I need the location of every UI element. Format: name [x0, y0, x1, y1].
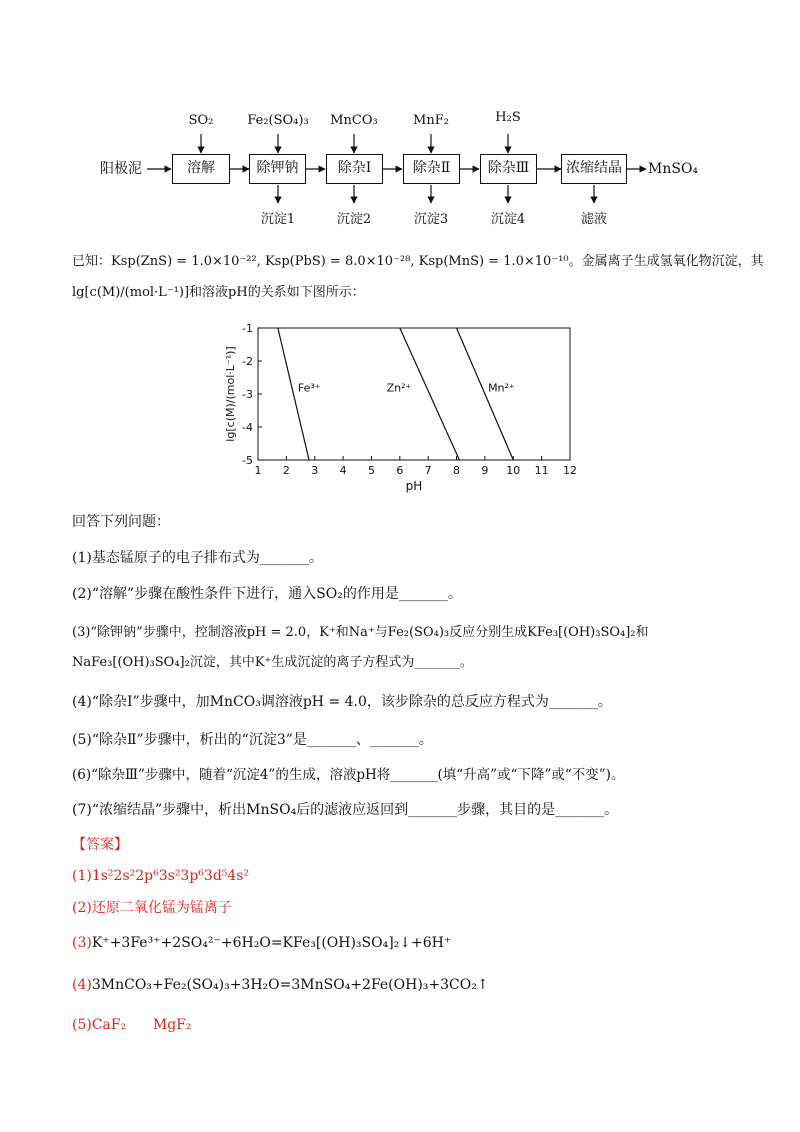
answer-4-label: (4): [72, 977, 92, 993]
answer-4: [72, 975, 489, 995]
reagent-label: H₂S: [495, 110, 521, 125]
answer-1: (1)1s²2s²2p⁶3s²3p⁶3d⁵4s²: [72, 868, 250, 884]
step-box-impurity-3: 除杂Ⅲ: [480, 154, 537, 184]
reagent-label: MnF₂: [413, 113, 449, 128]
y-tick-label: -5: [242, 454, 253, 467]
step-box-dissolve: 溶解: [172, 154, 230, 184]
x-tick-label: 1: [254, 464, 262, 477]
reagent-label: SO₂: [188, 113, 214, 128]
x-tick-label: 12: [563, 464, 577, 477]
known-line-2: lg[c(M)/(mol·L⁻¹)]和溶液pH的关系如下图所示：: [72, 285, 365, 300]
x-tick-label: 7: [424, 464, 432, 477]
step-box-impurity-1: 除杂Ⅰ: [326, 154, 383, 184]
x-tick-label: 3: [311, 464, 319, 477]
x-tick-label: 2: [282, 464, 290, 477]
x-tick-label: 9: [481, 464, 489, 477]
question-7: (7)“浓缩结晶”步骤中，析出MnSO₄后的滤液应返回到_______步骤，其目的是_______。: [72, 802, 619, 818]
x-tick-label: 8: [453, 464, 461, 477]
y-tick-label: -1: [242, 322, 253, 335]
series-label: Mn²⁺: [488, 381, 515, 395]
answer-5: (5)CaF₂ MgF₂: [72, 1017, 192, 1033]
question-2: (2)“溶解”步骤在酸性条件下进行，通入SO₂的作用是_______。: [72, 586, 462, 602]
y-tick-label: -2: [242, 355, 253, 368]
flow-input: 阳极泥: [100, 161, 142, 177]
flow-output: MnSO₄: [648, 161, 699, 177]
reagent-label: MnCO₃: [330, 113, 378, 128]
x-axis-label: pH: [405, 479, 423, 493]
y-axis-label: lg[c(M)/(mol·L⁻¹)]: [224, 346, 237, 442]
question-1: (1)基态锰原子的电子排布式为_______。: [72, 550, 323, 566]
answer-heading: 【答案】: [72, 837, 128, 853]
precipitation-chart: [220, 318, 590, 498]
x-tick-label: 5: [367, 464, 375, 477]
question-3-line-2: NaFe₃[(OH)₃SO₄]₂沉淀，其中K⁺生成沉淀的离子方程式为_______。: [72, 655, 473, 670]
answer-3: [72, 933, 451, 953]
y-tick-label: -3: [242, 388, 253, 401]
question-3-line-1: (3)“除钾钠”步骤中，控制溶液pH = 2.0，K⁺和Na⁺与Fe₂(SO₄)₃反应分别生成KFe₃[(OH)₃SO₄]₂和: [72, 625, 649, 640]
product-label: 沉淀3: [413, 212, 449, 227]
step-box-impurity-2: 除杂Ⅱ: [403, 154, 460, 184]
product-label: 滤液: [580, 212, 607, 227]
x-tick-label: 10: [506, 464, 521, 477]
answer-3-label: (3): [72, 935, 92, 951]
known-line-1: 已知：Ksp(ZnS) = 1.0×10⁻²², Ksp(PbS) = 8.0×10⁻²⁸, Ksp(MnS) = 1.0×10⁻¹⁰。金属离子生成氢氧化物沉淀，其: [72, 254, 764, 269]
question-4: (4)“除杂Ⅰ”步骤中，加MnCO₃调溶液pH = 4.0，该步除杂的总反应方程式为_______。: [72, 694, 612, 710]
flow-arrows: [0, 0, 800, 240]
question-5: (5)“除杂Ⅱ”步骤中，析出的“沉淀3”是_______、_______。: [72, 732, 433, 748]
y-tick-label: -4: [242, 421, 253, 434]
series-label: Zn²⁺: [386, 381, 412, 395]
series-label: Fe³⁺: [297, 381, 321, 395]
reagent-label: Fe₂(SO₄)₃: [247, 113, 309, 128]
answer-3-equation: K⁺+3Fe³⁺+2SO₄²⁻+6H₂O=KFe₃[(OH)₃SO₄]₂↓+6H⁺: [91, 935, 452, 951]
product-label: 沉淀1: [260, 212, 296, 227]
x-tick-label: 6: [396, 464, 404, 477]
product-label: 沉淀4: [490, 212, 526, 227]
answer-4-equation: 3MnCO₃+Fe₂(SO₄)₃+3H₂O=3MnSO₄+2Fe(OH)₃+3CO₂↑: [91, 977, 489, 993]
x-tick-label: 11: [534, 464, 549, 477]
step-box-concentrate: 浓缩结晶: [561, 154, 627, 184]
x-tick-label: 4: [339, 464, 347, 477]
product-label: 沉淀2: [336, 212, 372, 227]
question-6: (6)“除杂Ⅲ”步骤中，随着“沉淀4”的生成，溶液pH将_______(填“升高”或“下降”或“不变”)。: [72, 767, 625, 783]
questions-intro: 回答下列问题：: [72, 514, 170, 530]
answer-2: (2)还原二氧化锰为锰离子: [72, 900, 232, 916]
step-box-remove-k-na: 除钾钠: [249, 154, 306, 184]
